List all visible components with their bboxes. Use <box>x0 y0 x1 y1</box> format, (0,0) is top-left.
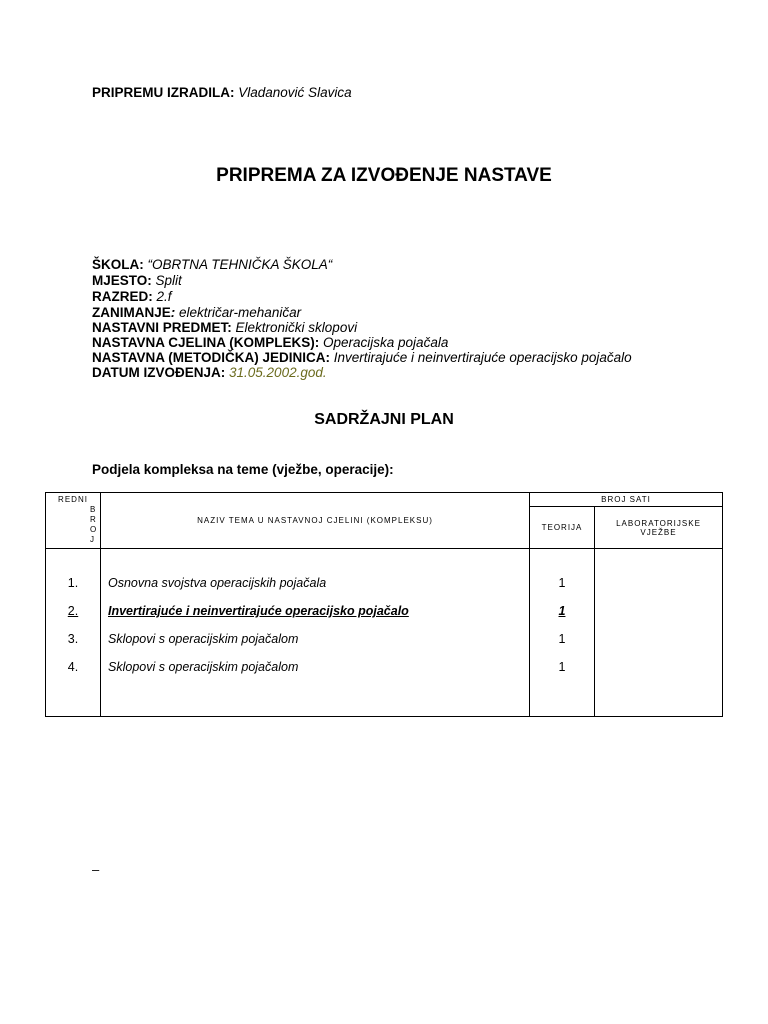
row-3-topic: Sklopovi s operacijskim pojačalom <box>108 632 299 646</box>
header-broj-b: B <box>90 505 97 514</box>
lesson-value: Invertirajuće i neinvertirajuće operacijsko pojačalo <box>333 350 632 365</box>
column-theory <box>530 549 595 717</box>
place-label: MJESTO: <box>92 273 152 288</box>
header-lab-line2: VJEŽBE <box>640 527 677 537</box>
header-broj-sati <box>530 493 723 507</box>
plan-subtitle: Podjela kompleksa na teme (vježbe, operacije): <box>92 462 394 477</box>
date-label: DATUM IZVOĐENJA: <box>92 365 226 380</box>
occupation-value: električar-mehaničar <box>179 305 302 320</box>
header-broj-j: J <box>90 535 95 544</box>
row-3-num: 3. <box>67 632 79 646</box>
lesson-line <box>92 350 632 366</box>
unit-value: Operacijska pojačala <box>323 335 449 350</box>
header-lab-line1: LABORATORIJSKE <box>616 518 701 528</box>
header-teorija <box>530 507 595 549</box>
school-line <box>92 257 332 273</box>
row-4-topic: Sklopovi s operacijskim pojačalom <box>108 660 299 674</box>
header-broj-o: O <box>90 525 98 534</box>
school-value: “OBRTNA TEHNIČKA ŠKOLA“ <box>147 257 333 272</box>
header-teorija-label: TEORIJA <box>541 523 583 532</box>
occupation-colon: : <box>170 305 176 320</box>
footer-mark: – <box>92 862 100 877</box>
author-line <box>92 85 352 101</box>
header-broj-sati-label: BROJ SATI <box>601 495 651 504</box>
plan-title: SADRŽAJNI PLAN <box>314 411 454 428</box>
class-line <box>92 289 172 305</box>
row-2-topic: Invertirajuće i neinvertirajuće operacijsko pojačalo <box>108 604 409 618</box>
class-label: RAZRED: <box>92 289 153 304</box>
row-4-num: 4. <box>67 660 79 674</box>
unit-line <box>92 335 448 351</box>
header-naziv <box>101 493 530 549</box>
main-title: PRIPREMA ZA IZVOĐENJE NASTAVE <box>216 165 552 186</box>
place-value: Split <box>155 273 182 288</box>
place-line <box>92 273 182 289</box>
header-redni: REDNI <box>58 495 88 504</box>
school-label: ŠKOLA: <box>92 257 144 272</box>
class-value: 2.f <box>156 289 172 304</box>
row-3-theory: 1 <box>558 632 566 646</box>
row-2-num: 2. <box>67 604 79 618</box>
author-label: PRIPREMU IZRADILA: <box>92 85 235 100</box>
column-topics <box>101 549 530 717</box>
occupation-line <box>92 305 301 321</box>
subject-line <box>92 320 357 336</box>
author-value: Vladanović Slavica <box>238 85 352 100</box>
lesson-label: NASTAVNA (METODIČKA) JEDINICA: <box>92 350 330 365</box>
header-lab <box>595 507 723 549</box>
column-numbers <box>46 549 101 717</box>
subject-value: Elektronički sklopovi <box>235 320 358 335</box>
row-4-theory: 1 <box>558 660 566 674</box>
column-lab <box>595 549 723 717</box>
date-value: 31.05.2002.god. <box>229 365 327 380</box>
header-redni-broj <box>46 493 101 549</box>
date-line <box>92 365 327 381</box>
unit-label: NASTAVNA CJELINA (KOMPLEKS): <box>92 335 320 350</box>
row-1-theory: 1 <box>558 576 566 590</box>
row-1-topic: Osnovna svojstva operacijskih pojačala <box>108 576 327 590</box>
row-1-num: 1. <box>67 576 79 590</box>
header-broj-r: R <box>90 515 97 524</box>
row-2-theory: 1 <box>558 604 566 618</box>
header-naziv-label: NAZIV TEMA U NASTAVNOJ CJELINI (KOMPLEKSU) <box>197 516 433 525</box>
occupation-label: ZANIMANJE <box>92 305 171 320</box>
plan-table <box>45 492 723 717</box>
subject-label: NASTAVNI PREDMET: <box>92 320 232 335</box>
